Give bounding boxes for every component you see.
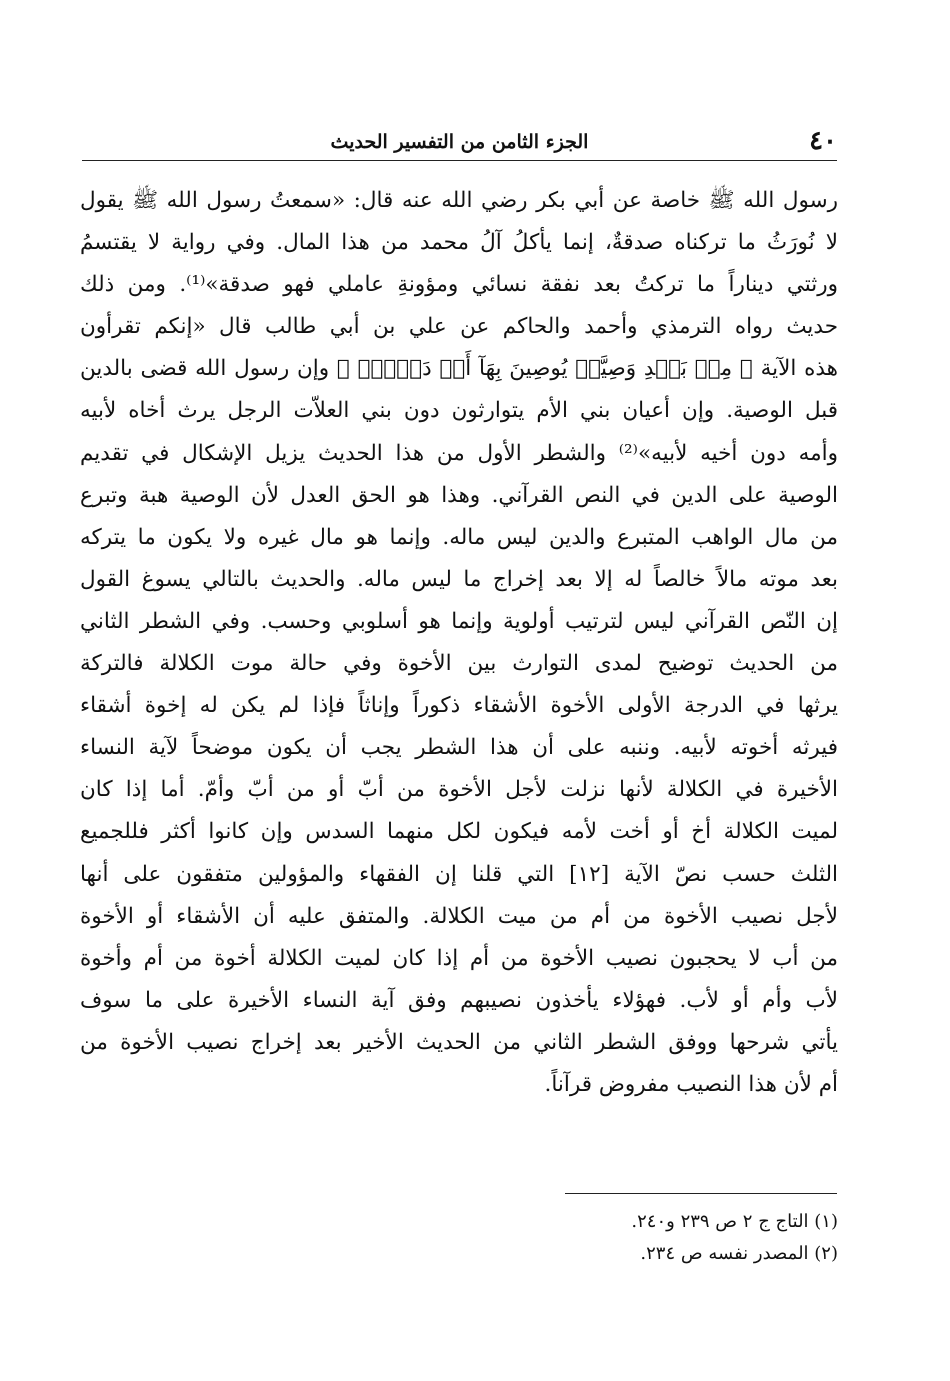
text-line: يأتي شرحها ووفق الشطر الثاني من الحديث الأخير بعد إخراج نصيب الأخوة من [80, 1029, 838, 1055]
text-line: من مال الواهب المتبرع والدين ليس ماله. وإنما هو مال غيره ولا يكون ما يتركه [80, 524, 838, 550]
text-line: فيرثه أخوته لأبيه. وننبه على أن هذا الشطر يجب أن يكون موضحاً لآية النساء [80, 735, 838, 761]
body-text [80, 180, 838, 1106]
text-line: لا نُورَثُ ما تركناه صدقةٌ، إنما يأكلُ آلُ محمد من هذا المال. وفي رواية لا يقتسمُ [80, 230, 838, 256]
text-line: يرثها في الدرجة الأولى الأخوة الأشقاء ذكوراً وإناثاً فإذا لم يكن له إخوة أشقاء [80, 693, 838, 719]
text-line: من أب لا يحجبون نصيب الأخوة من أم إذا كان لميت الكلالة أخوة من أم وأخوة [80, 945, 838, 971]
text-line: لميت الكلالة أخ أو أخت لأمه فيكون لكل منهما السدس وإن كانوا أكثر فللجميع [80, 819, 838, 845]
text-line: بعد موته مالاً خالصاً له إلا بعد إخراج ما ليس ماله. والحديث بالتالي يسوغ القول [80, 566, 838, 592]
text-line: من الحديث توضيح لمدى التوارث بين الأخوة وفي حالة موت الكلالة فالتركة [80, 651, 838, 677]
text-line: رسول الله ﷺ خاصة عن أبي بكر رضي الله عنه قال: «سمعتُ رسول الله ﷺ يقول [80, 188, 838, 213]
footnotes [338, 1206, 838, 1270]
text-line: الثلث حسب نصّ الآية [١٢] التي قلنا إن الفقهاء والمؤولين متفقون على أنها [80, 861, 838, 887]
text-line: قبل الوصية. وإن أعيان بني الأم يتوارثون دون بني العلاّت الرجل يرث أخاه لأبيه [80, 398, 838, 424]
text-line: الوصية على الدين في النص القرآني. وهذا هو الحق العدل لأن الوصية هبة وتبرع [80, 482, 838, 508]
text-line: وأمه دون أخيه لأبيه»⁽²⁾ والشطر الأول من هذا الحديث يزيل الإشكال في تقديم [80, 440, 838, 466]
text-line: أم لأن هذا النصيب مفروض قرآناً. [544, 1071, 838, 1097]
page-header [82, 124, 837, 161]
text-line: الأخيرة في الكلالة لأنها نزلت لأجل الأخوة من أبّ أو من أبّ وأمّ. أما إذا كان [80, 777, 838, 803]
footnote-1: (١) التاج ج ٢ ص ٢٣٩ و٢٤٠. [631, 1211, 838, 1232]
text-line: هذه الآية ﴿ مِنۢ بَعۡدِ وَصِيَّةٖ يُوصِينَ بِهَآ أَوۡ دَيۡنٖۚ ﴾ وإن رسول الله قضى بالدين [80, 356, 838, 382]
text-line: إن النّص القرآني ليس لترتيب أولوية وإنما هو أسلوبي وحسب. وفي الشطر الثاني [80, 608, 838, 634]
text-line: لأجل نصيب الأخوة من أم من ميت الكلالة. والمتفق عليه أن الأشقاء أو الأخوة [80, 903, 838, 929]
page-number: ٤٠ [809, 126, 837, 156]
running-title: الجزء الثامن من التفسير الحديث [330, 131, 589, 153]
text-line: ورثتي ديناراً ما تركتُ بعد نفقة نسائي ومؤونةِ عاملي فهو صدقة»⁽¹⁾. ومن ذلك [80, 272, 838, 298]
text-line: حديث رواه الترمذي وأحمد والحاكم عن علي بن أبي طالب قال «إنكم تقرأون [80, 314, 838, 340]
footnote-divider [565, 1193, 837, 1194]
footnote-2: (٢) المصدر نفسه ص ٢٣٤. [640, 1243, 838, 1264]
text-line: لأب وأم أو لأب. فهؤلاء يأخذون نصيبهم وفق آية النساء الأخيرة على ما سوف [80, 987, 838, 1013]
